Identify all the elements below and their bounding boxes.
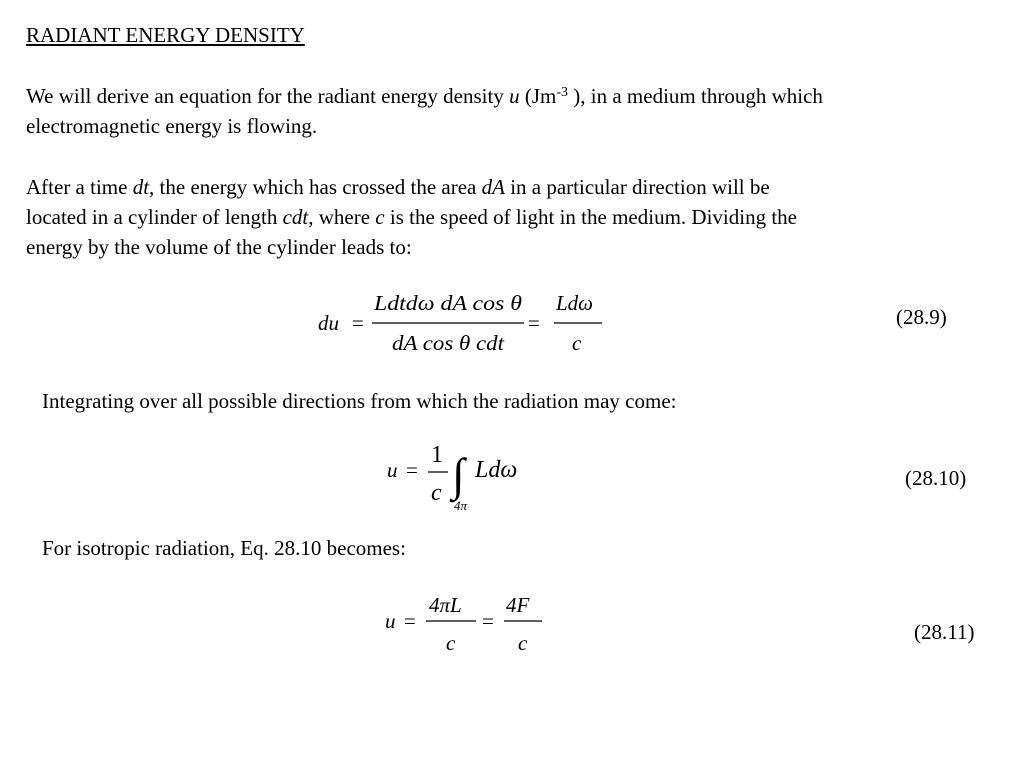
eq1-denominator-2: c [572,331,582,355]
equation-number-28-9: (28.9) [896,305,947,329]
eq2-integrand: Ldω [475,457,518,483]
paragraph-cylinder-line1 [26,172,1011,202]
page-title: RADIANT ENERGY DENSITY [26,23,305,47]
paragraph-cylinder-line3: energy by the volume of the cylinder leads to: [26,235,412,259]
eq3-denominator: c [446,631,456,655]
eq1-lhs: du [318,311,339,335]
eq2-denominator: c [431,480,442,506]
var-c: c [375,205,385,229]
text-run: is the speed of light in the medium. Dividing the [384,205,797,229]
equation-number-28-10: (28.10) [905,466,967,490]
text-run: After a time [26,175,133,199]
text-run: (Jm [519,84,557,108]
paragraph-intro [26,81,1011,141]
equation-28-9 [310,286,610,358]
eq1-numerator-2: Ldω [556,291,594,315]
eq3-lhs: u [385,609,396,633]
eq3-equals-2: = [482,609,494,633]
eq1-equals: = [352,311,364,335]
text-run: in a particular direction will be [504,175,770,199]
paragraph-cylinder [26,172,1011,262]
equation-28-11 [380,586,560,658]
paragraph-integrating: Integrating over all possible directions from which the radiation may come: [42,389,677,413]
eq1-equals-2: = [528,311,540,335]
paragraph-isotropic: For isotropic radiation, Eq. 28.10 becomes: [42,536,406,560]
text-run: ), in a medium through which [568,84,823,108]
var-cdt: cdt [282,205,309,229]
var-dA: dA [481,175,505,199]
var-u: u [509,84,520,108]
text-run: , the energy which has crossed the area [149,175,482,199]
text-run: , where [308,205,376,229]
eq1-denominator: dA cos θ cdt [392,331,506,355]
equation-28-10 [382,436,542,516]
paragraph-intro-line1 [26,81,1011,111]
eq3-numerator-2: 4F [506,593,530,617]
eq2-lhs: u [387,458,398,482]
integral-icon: ∫ [452,449,465,500]
eq1-numerator: Ldtdω dA cos θ [372,291,522,315]
paragraph-cylinder-line2 [26,202,1011,232]
eq2-integral-subscript: 4π [454,498,468,513]
var-dt: dt [132,175,150,199]
superscript: -3 [556,85,569,100]
eq2-numerator: 1 [431,442,443,468]
eq3-numerator: 4πL [429,593,462,617]
eq3-equals: = [404,609,416,633]
eq2-equals: = [406,458,418,482]
eq3-denominator-2: c [518,631,528,655]
text-run: located in a cylinder of length [26,205,283,229]
text-run: We will derive an equation for the radiant energy density [26,84,510,108]
paragraph-intro-line2: electromagnetic energy is flowing. [26,114,318,138]
equation-number-28-11: (28.11) [914,620,975,644]
